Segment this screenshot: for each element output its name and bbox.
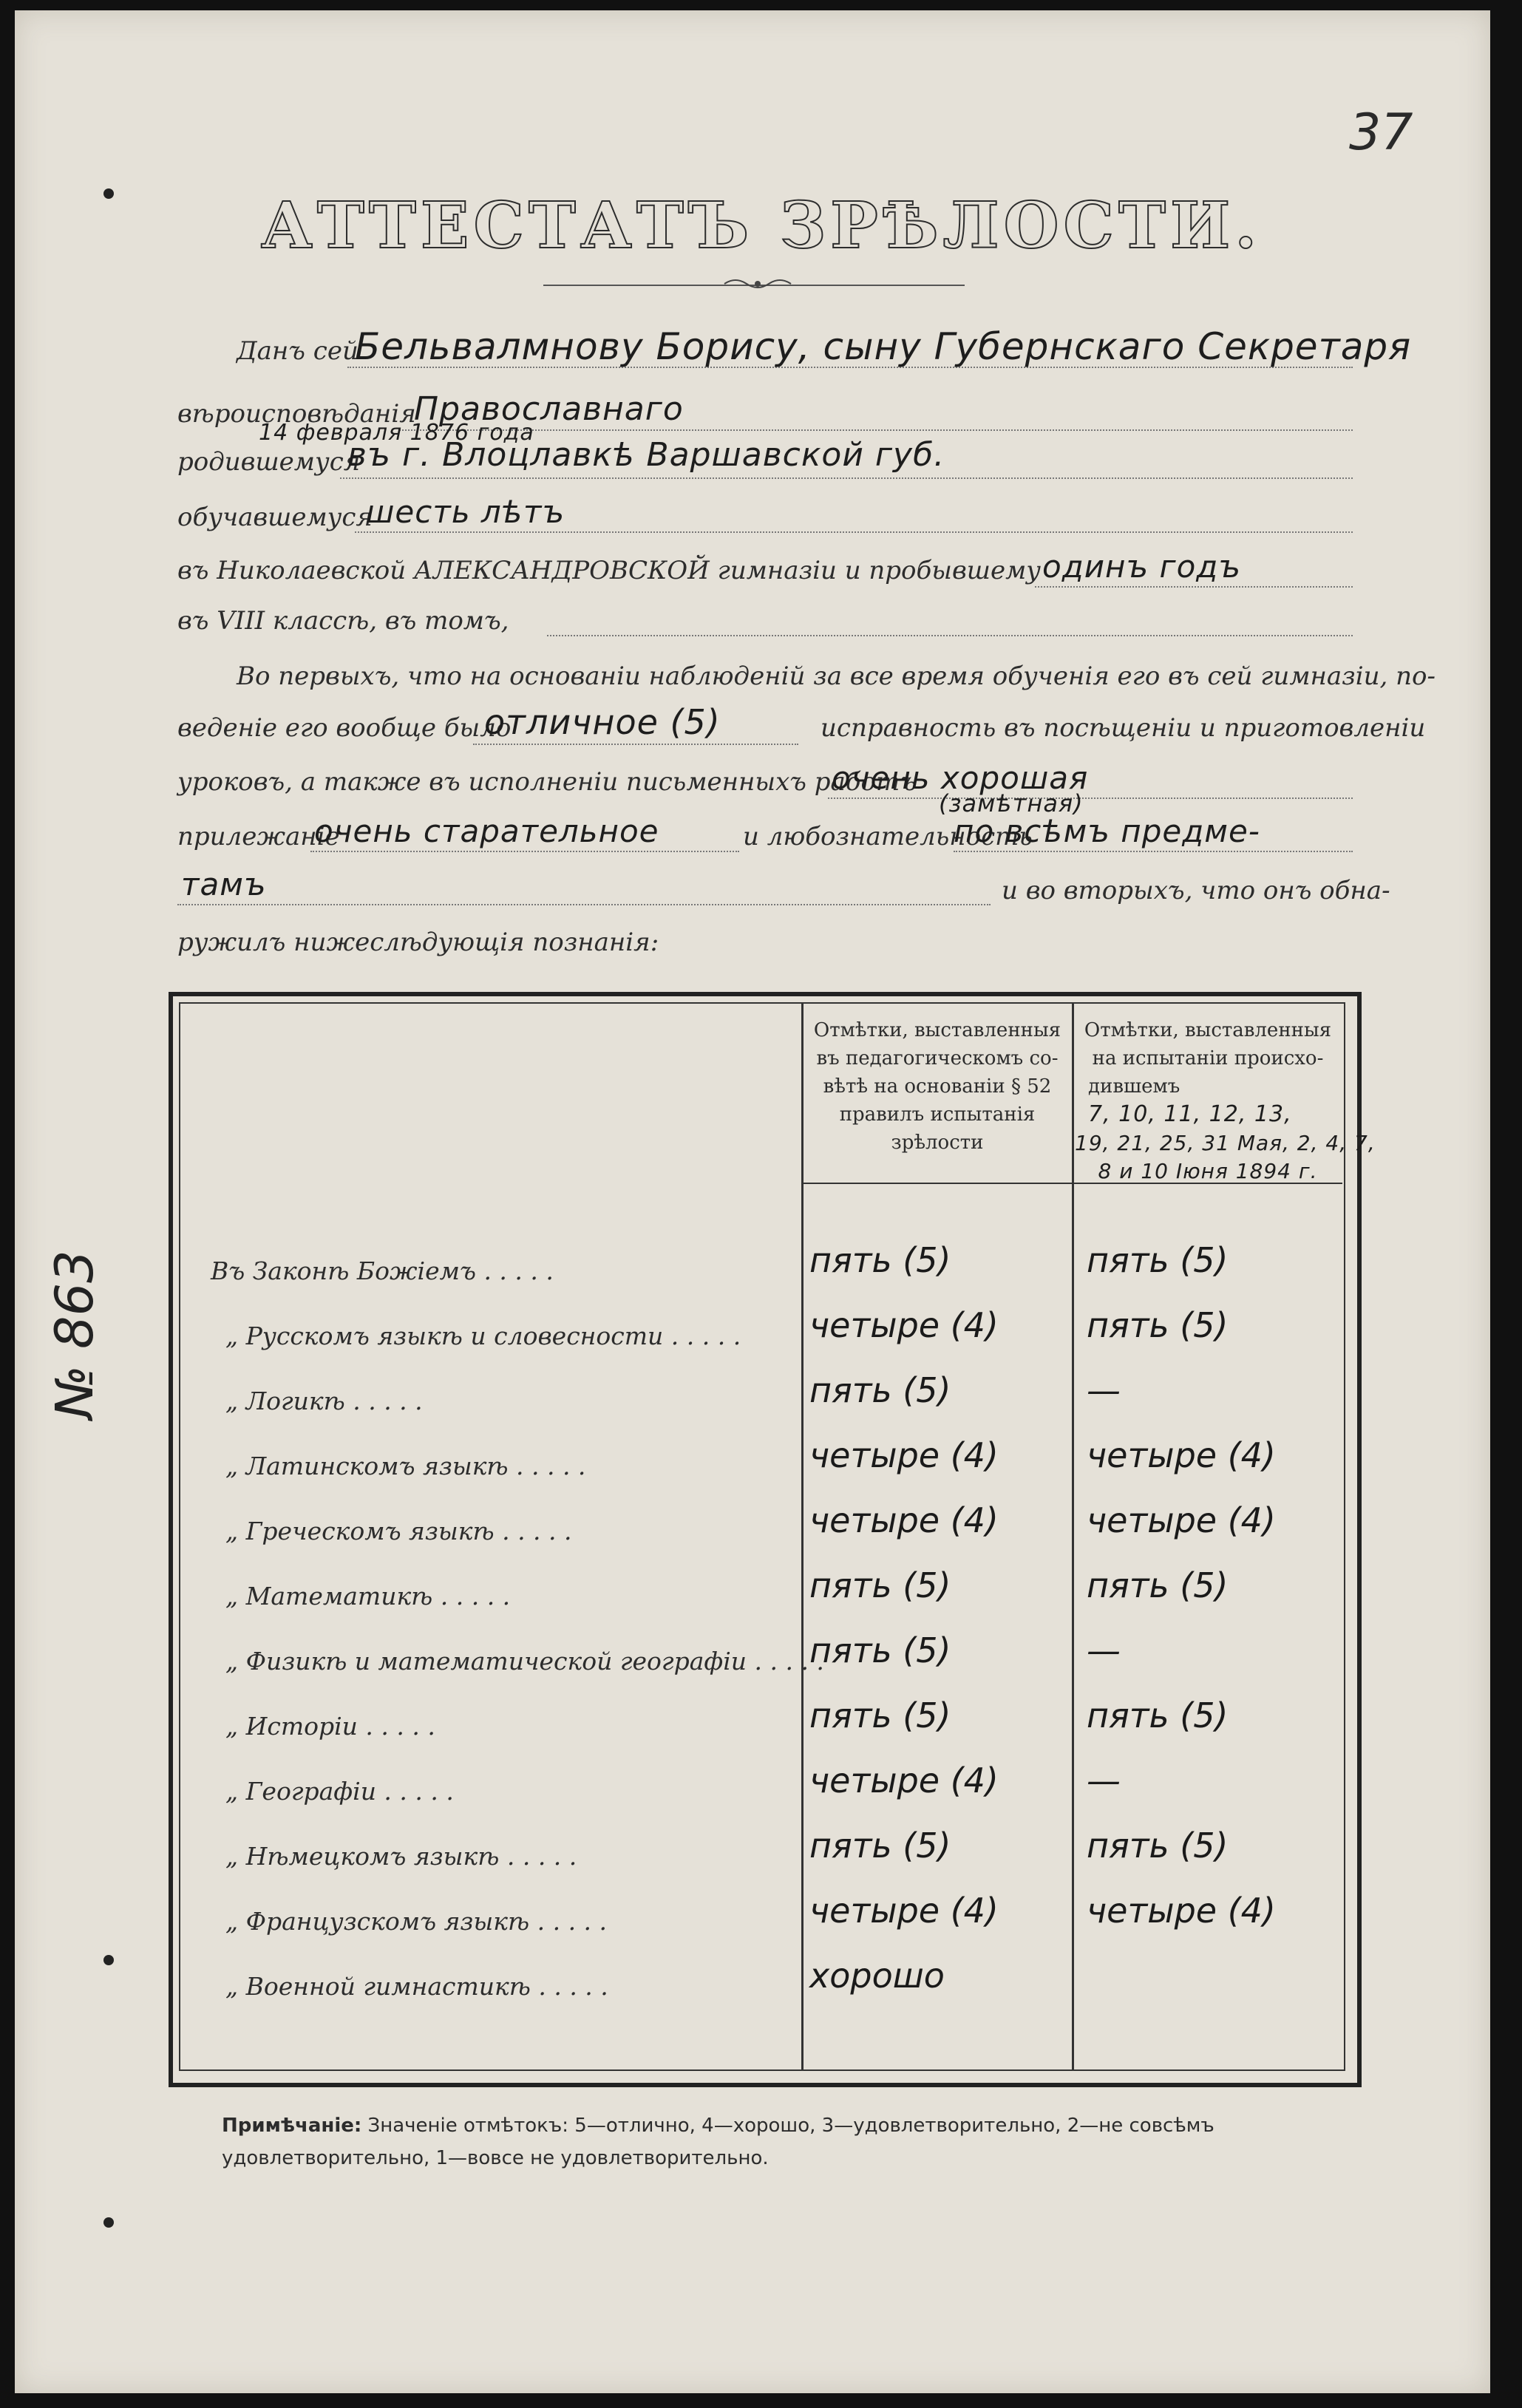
side-archive-number: № 863 (44, 1250, 105, 1419)
document-title: АТТЕСТАТЪ ЗРѢЛОСТИ. (260, 188, 1262, 263)
ornament-icon (721, 275, 795, 293)
religion-label: вѣроисповѣданія (177, 399, 416, 429)
col2-header-line: правилъ испытанія (839, 1103, 1036, 1126)
born-value: въ г. Влоцлавкѣ Варшавской губ. (347, 436, 945, 474)
given-value: Бельвалмнову Борису, сыну Губернскаго Секретаря (355, 325, 1412, 368)
studied-value: шесть лѣтъ (366, 494, 565, 530)
subject-label: „ Исторіи . . . . . (225, 1712, 435, 1741)
knowledge-label: ружилъ нижеслѣдующія познанія: (177, 928, 659, 957)
col3-header-line: Отмѣтки, выставленныя (1084, 1019, 1332, 1041)
conduct-fill (473, 743, 798, 745)
exam-mark: четыре (4) (1087, 1891, 1276, 1931)
exam-dates-3: 8 и 10 Іюня 1894 г. (1098, 1159, 1318, 1183)
gymnasium-fill (1035, 585, 1353, 588)
exam-mark: пять (5) (1087, 1565, 1229, 1605)
subject-label: „ Латинскомъ языкѣ . . . . . (225, 1452, 586, 1480)
col2-header-line: зрѣлости (891, 1132, 984, 1154)
curiosity-fill (954, 850, 1353, 852)
page-number: 37 (1349, 103, 1413, 162)
col3-header-line-text: дившемъ (1088, 1075, 1180, 1098)
exam-mark: пять (5) (1087, 1305, 1229, 1345)
subject-label: „ Математикѣ . . . . . (225, 1582, 511, 1611)
council-mark: пять (5) (809, 1696, 951, 1735)
curiosity-label: и любознательность (743, 822, 1033, 851)
col2-header-line: въ педагогическомъ со- (816, 1047, 1059, 1069)
col3-header-line: на испытаніи происхо- (1092, 1047, 1324, 1069)
col2-header-line: вѣтѣ на основаніи § 52 (823, 1075, 1052, 1098)
birth-date-value: 14 февраля 1876 года (259, 420, 534, 446)
exam-mark: — (1087, 1630, 1121, 1670)
curiosity-extra: (замѣтная) (939, 789, 1084, 817)
second-label: и во вторыхъ, что онъ обна- (1002, 876, 1390, 905)
subject-label: „ Французскомъ языкѣ . . . . . (225, 1907, 608, 1936)
exam-mark: — (1087, 1370, 1121, 1410)
gymnasium-value: одинъ годъ (1042, 548, 1241, 585)
subject-label: „ Греческомъ языкѣ . . . . . (225, 1517, 572, 1545)
council-mark: четыре (4) (809, 1761, 999, 1800)
council-mark: пять (5) (809, 1630, 951, 1670)
punch-hole-bottom (103, 2217, 114, 2228)
zeal-label: прилежаніе (177, 822, 340, 851)
exam-dates-2: 19, 21, 25, 31 Мая, 2, 4, 7, (1075, 1131, 1376, 1155)
conduct-label: веденіе его вообще было (177, 713, 512, 743)
council-mark: пять (5) (809, 1370, 951, 1410)
born-label: родившемуся (177, 447, 361, 477)
council-mark: пять (5) (809, 1240, 951, 1280)
subject-label: Въ Законѣ Божіемъ . . . . . (211, 1256, 554, 1285)
subject-label: „ Военной гимнастикѣ . . . . . (225, 1972, 608, 2001)
zeal-value: очень старательное (314, 813, 659, 849)
column-divider-2 (1072, 1002, 1074, 2071)
subject-label: „ Нѣмецкомъ языкѣ . . . . . (225, 1842, 577, 1871)
subject-label: „ Русскомъ языкѣ и словесности . . . . . (225, 1322, 741, 1350)
punch-hole-middle (103, 1955, 114, 1965)
council-mark: пять (5) (809, 1826, 951, 1865)
religion-value: Православнаго (414, 390, 684, 428)
given-label: Данъ сей (237, 336, 359, 366)
council-mark: четыре (4) (809, 1500, 999, 1540)
curiosity-value: по всѣмъ предме- (954, 813, 1260, 849)
subject-label: „ Логикѣ . . . . . (225, 1387, 423, 1415)
footnote-text: Значеніе отмѣтокъ: 5—отлично, 4—хорошо, 3—удовлетворительно, 2—не совсѣмъ удовлетворительно, 1—вовсе не удовлетворительно. (222, 2115, 1214, 2169)
class-label: въ VIII классѣ, въ томъ, (177, 606, 509, 636)
lessons-fill (828, 797, 1353, 799)
col2-header-line: Отмѣтки, выставленныя (813, 1019, 1061, 1041)
footnote-label: Примѣчаніе: (222, 2115, 362, 2137)
council-mark: хорошо (809, 1956, 945, 1996)
council-mark: четыре (4) (809, 1435, 999, 1475)
exam-mark: пять (5) (1087, 1240, 1229, 1280)
gymnasium-label: въ Николаевской АЛЕКСАНДРОВСКОЙ гимназіи и пробывшему (177, 556, 1042, 585)
conduct-value: отличное (5) (484, 702, 721, 742)
exam-mark: — (1087, 1761, 1121, 1800)
council-mark: пять (5) (809, 1565, 951, 1605)
col3-header-line (1075, 1072, 1341, 1129)
subject-label: „ Физикѣ и математической географіи . . . . . (225, 1647, 824, 1676)
council-mark: четыре (4) (809, 1891, 999, 1931)
council-mark: четыре (4) (809, 1305, 999, 1345)
council-marks-header (804, 1016, 1070, 1157)
curiosity-value-2: тамъ (181, 866, 267, 902)
exam-mark: пять (5) (1087, 1826, 1229, 1865)
curiosity-fill-2 (177, 903, 991, 905)
exam-mark: четыре (4) (1087, 1500, 1276, 1540)
diligence-label: исправность въ посѣщеніи и приготовленіи (821, 713, 1426, 743)
class-fill (547, 634, 1353, 636)
studied-label: обучавшемуся (177, 503, 373, 532)
lessons-label: уроковъ, а также въ исполненіи письменныхъ работъ (177, 767, 917, 797)
exam-marks-header (1075, 1016, 1376, 1186)
religion-fill (399, 429, 1353, 431)
footnote (222, 2109, 1375, 2174)
exam-mark: четыре (4) (1087, 1435, 1276, 1475)
exam-mark: пять (5) (1087, 1696, 1229, 1735)
born-fill (340, 477, 1353, 479)
para1: Во первыхъ, что на основаніи наблюденій за все время обученія его въ сей гимназіи, по- (237, 661, 1436, 691)
zeal-fill (310, 850, 739, 852)
lessons-value: очень хорошая (832, 760, 1089, 796)
subject-label: „ Географіи . . . . . (225, 1777, 454, 1806)
exam-dates-1: 7, 10, 11, 12, 13, (1088, 1101, 1292, 1127)
studied-fill (355, 531, 1353, 533)
